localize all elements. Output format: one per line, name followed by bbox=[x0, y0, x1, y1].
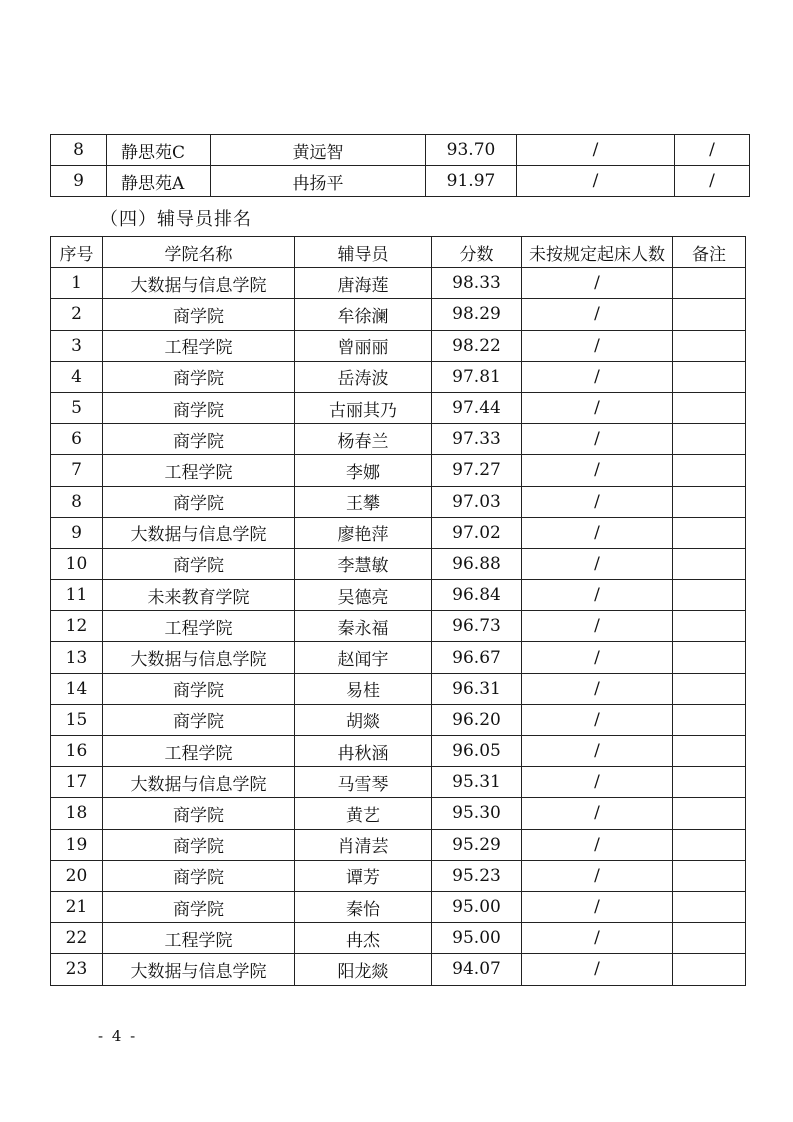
cell-not-up: / bbox=[522, 392, 673, 423]
header-remark: 备注 bbox=[673, 237, 746, 268]
cell-not-up: / bbox=[522, 611, 673, 642]
cell-score: 96.84 bbox=[432, 580, 522, 611]
cell-counselor: 阳龙燚 bbox=[295, 954, 432, 985]
table-row bbox=[51, 860, 746, 891]
cell-college: 商学院 bbox=[103, 361, 295, 392]
cell-no: 10 bbox=[51, 548, 103, 579]
cell-not-up: / bbox=[522, 736, 673, 767]
cell-remark bbox=[673, 673, 746, 704]
cell-no: 6 bbox=[51, 424, 103, 455]
cell-not-up: / bbox=[522, 798, 673, 829]
cell-remark bbox=[673, 299, 746, 330]
cell-college: 商学院 bbox=[103, 798, 295, 829]
cell-not-up: / bbox=[522, 455, 673, 486]
table-row bbox=[51, 923, 746, 954]
dormitory-ranking-table-continued bbox=[50, 134, 750, 197]
cell-score: 96.20 bbox=[432, 704, 522, 735]
cell-score: 95.00 bbox=[432, 923, 522, 954]
cell-remark bbox=[673, 517, 746, 548]
table-row bbox=[51, 704, 746, 735]
table-row bbox=[51, 798, 746, 829]
table-row bbox=[51, 767, 746, 798]
cell-remark bbox=[673, 455, 746, 486]
cell-college: 商学院 bbox=[103, 891, 295, 922]
cell-remark bbox=[673, 923, 746, 954]
cell-not-up: / bbox=[522, 704, 673, 735]
table-row bbox=[51, 268, 746, 299]
header-not-up: 未按规定起床人数 bbox=[522, 237, 673, 268]
cell-college: 工程学院 bbox=[103, 611, 295, 642]
cell-counselor: 黄艺 bbox=[295, 798, 432, 829]
table-row bbox=[51, 580, 746, 611]
table-row bbox=[51, 642, 746, 673]
cell-remark bbox=[673, 767, 746, 798]
cell-not-up: / bbox=[522, 673, 673, 704]
cell-no: 12 bbox=[51, 611, 103, 642]
table-row bbox=[51, 673, 746, 704]
cell-no: 9 bbox=[51, 166, 107, 197]
table-row bbox=[51, 135, 750, 166]
cell-college: 工程学院 bbox=[103, 330, 295, 361]
cell-college: 商学院 bbox=[103, 486, 295, 517]
table-row bbox=[51, 829, 746, 860]
cell-remark bbox=[673, 611, 746, 642]
cell-college: 商学院 bbox=[103, 299, 295, 330]
header-college: 学院名称 bbox=[103, 237, 295, 268]
table-row bbox=[51, 361, 746, 392]
table-row bbox=[51, 424, 746, 455]
header-counselor: 辅导员 bbox=[295, 237, 432, 268]
cell-not-up: / bbox=[522, 548, 673, 579]
cell-counselor: 肖清芸 bbox=[295, 829, 432, 860]
cell-no: 11 bbox=[51, 580, 103, 611]
cell-counselor: 秦永福 bbox=[295, 611, 432, 642]
cell-score: 97.03 bbox=[432, 486, 522, 517]
cell-not-up: / bbox=[522, 299, 673, 330]
cell-counselor: 李娜 bbox=[295, 455, 432, 486]
cell-remark bbox=[673, 798, 746, 829]
cell-remark bbox=[673, 330, 746, 361]
cell-counselor: 冉秋涵 bbox=[295, 736, 432, 767]
cell-not-up: / bbox=[522, 580, 673, 611]
cell-score: 98.29 bbox=[432, 299, 522, 330]
cell-score: 98.22 bbox=[432, 330, 522, 361]
cell-college: 工程学院 bbox=[103, 736, 295, 767]
cell-counselor: 胡燚 bbox=[295, 704, 432, 735]
cell-no: 1 bbox=[51, 268, 103, 299]
cell-no: 13 bbox=[51, 642, 103, 673]
cell-college: 商学院 bbox=[103, 704, 295, 735]
cell-not-up: / bbox=[522, 829, 673, 860]
cell-score: 97.02 bbox=[432, 517, 522, 548]
cell-college: 商学院 bbox=[103, 392, 295, 423]
cell-not-up: / bbox=[522, 424, 673, 455]
cell-college: 大数据与信息学院 bbox=[103, 954, 295, 985]
cell-not-up: / bbox=[522, 767, 673, 798]
cell-remark bbox=[673, 642, 746, 673]
table-row bbox=[51, 166, 750, 197]
cell-not-up: / bbox=[522, 954, 673, 985]
page-number: - 4 - bbox=[98, 1027, 138, 1045]
cell-not-up: / bbox=[522, 923, 673, 954]
cell-no: 5 bbox=[51, 392, 103, 423]
cell-dorm: 静思苑C bbox=[107, 135, 211, 166]
table-row bbox=[51, 517, 746, 548]
cell-counselor: 谭芳 bbox=[295, 860, 432, 891]
table-row bbox=[51, 486, 746, 517]
section-heading: （四）辅导员排名 bbox=[100, 209, 252, 230]
cell-not-up: / bbox=[522, 330, 673, 361]
cell-remark bbox=[673, 486, 746, 517]
cell-remark bbox=[673, 891, 746, 922]
cell-score: 91.97 bbox=[426, 166, 517, 197]
cell-counselor: 秦怡 bbox=[295, 891, 432, 922]
table-row bbox=[51, 611, 746, 642]
table-row bbox=[51, 299, 746, 330]
cell-remark bbox=[673, 704, 746, 735]
cell-no: 15 bbox=[51, 704, 103, 735]
cell-not-up: / bbox=[522, 642, 673, 673]
cell-score: 95.00 bbox=[432, 891, 522, 922]
cell-counselor: 岳涛波 bbox=[295, 361, 432, 392]
cell-score: 96.88 bbox=[432, 548, 522, 579]
cell-college: 大数据与信息学院 bbox=[103, 767, 295, 798]
cell-counselor: 古丽其乃 bbox=[295, 392, 432, 423]
cell-no: 23 bbox=[51, 954, 103, 985]
cell-college: 工程学院 bbox=[103, 455, 295, 486]
cell-remark bbox=[673, 954, 746, 985]
table-row bbox=[51, 392, 746, 423]
cell-not-up: / bbox=[522, 517, 673, 548]
cell-not-up: / bbox=[522, 361, 673, 392]
cell-c2: / bbox=[675, 135, 750, 166]
cell-no: 18 bbox=[51, 798, 103, 829]
cell-score: 97.44 bbox=[432, 392, 522, 423]
cell-score: 96.67 bbox=[432, 642, 522, 673]
cell-college: 大数据与信息学院 bbox=[103, 517, 295, 548]
cell-no: 2 bbox=[51, 299, 103, 330]
cell-remark bbox=[673, 392, 746, 423]
cell-college: 商学院 bbox=[103, 424, 295, 455]
cell-counselor: 易桂 bbox=[295, 673, 432, 704]
cell-not-up: / bbox=[522, 268, 673, 299]
cell-score: 97.81 bbox=[432, 361, 522, 392]
cell-counselor: 牟徐澜 bbox=[295, 299, 432, 330]
cell-counselor: 杨春兰 bbox=[295, 424, 432, 455]
cell-no: 22 bbox=[51, 923, 103, 954]
cell-no: 21 bbox=[51, 891, 103, 922]
cell-counselor: 赵闻宇 bbox=[295, 642, 432, 673]
cell-college: 商学院 bbox=[103, 829, 295, 860]
cell-remark bbox=[673, 580, 746, 611]
cell-no: 9 bbox=[51, 517, 103, 548]
cell-college: 未来教育学院 bbox=[103, 580, 295, 611]
table-row bbox=[51, 954, 746, 985]
cell-remark bbox=[673, 424, 746, 455]
cell-no: 14 bbox=[51, 673, 103, 704]
cell-college: 大数据与信息学院 bbox=[103, 642, 295, 673]
cell-c1: / bbox=[517, 135, 675, 166]
cell-counselor: 唐海莲 bbox=[295, 268, 432, 299]
cell-counselor: 王攀 bbox=[295, 486, 432, 517]
cell-score: 97.33 bbox=[432, 424, 522, 455]
cell-score: 95.29 bbox=[432, 829, 522, 860]
cell-no: 19 bbox=[51, 829, 103, 860]
cell-not-up: / bbox=[522, 891, 673, 922]
cell-score: 97.27 bbox=[432, 455, 522, 486]
cell-college: 商学院 bbox=[103, 673, 295, 704]
cell-counselor: 廖艳萍 bbox=[295, 517, 432, 548]
cell-no: 16 bbox=[51, 736, 103, 767]
cell-not-up: / bbox=[522, 486, 673, 517]
header-no: 序号 bbox=[51, 237, 103, 268]
cell-no: 17 bbox=[51, 767, 103, 798]
cell-remark bbox=[673, 268, 746, 299]
cell-remark bbox=[673, 860, 746, 891]
cell-no: 4 bbox=[51, 361, 103, 392]
cell-name: 黄远智 bbox=[211, 135, 426, 166]
cell-score: 93.70 bbox=[426, 135, 517, 166]
cell-no: 8 bbox=[51, 486, 103, 517]
cell-score: 96.05 bbox=[432, 736, 522, 767]
cell-score: 96.73 bbox=[432, 611, 522, 642]
table-row bbox=[51, 548, 746, 579]
cell-no: 8 bbox=[51, 135, 107, 166]
cell-remark bbox=[673, 736, 746, 767]
cell-score: 95.23 bbox=[432, 860, 522, 891]
table-header-row bbox=[51, 237, 746, 268]
cell-remark bbox=[673, 829, 746, 860]
table-row bbox=[51, 891, 746, 922]
cell-score: 95.31 bbox=[432, 767, 522, 798]
cell-college: 工程学院 bbox=[103, 923, 295, 954]
header-score: 分数 bbox=[432, 237, 522, 268]
cell-score: 98.33 bbox=[432, 268, 522, 299]
cell-college: 大数据与信息学院 bbox=[103, 268, 295, 299]
cell-college: 商学院 bbox=[103, 860, 295, 891]
cell-score: 96.31 bbox=[432, 673, 522, 704]
cell-counselor: 冉杰 bbox=[295, 923, 432, 954]
cell-remark bbox=[673, 361, 746, 392]
table-row bbox=[51, 455, 746, 486]
cell-c2: / bbox=[675, 166, 750, 197]
cell-name: 冉扬平 bbox=[211, 166, 426, 197]
cell-counselor: 曾丽丽 bbox=[295, 330, 432, 361]
cell-no: 3 bbox=[51, 330, 103, 361]
table-row bbox=[51, 330, 746, 361]
cell-no: 20 bbox=[51, 860, 103, 891]
cell-c1: / bbox=[517, 166, 675, 197]
counselor-ranking-table bbox=[50, 236, 746, 986]
cell-counselor: 吴德亮 bbox=[295, 580, 432, 611]
table-row bbox=[51, 736, 746, 767]
cell-counselor: 李慧敏 bbox=[295, 548, 432, 579]
cell-no: 7 bbox=[51, 455, 103, 486]
cell-remark bbox=[673, 548, 746, 579]
cell-not-up: / bbox=[522, 860, 673, 891]
cell-score: 94.07 bbox=[432, 954, 522, 985]
cell-college: 商学院 bbox=[103, 548, 295, 579]
cell-score: 95.30 bbox=[432, 798, 522, 829]
cell-counselor: 马雪琴 bbox=[295, 767, 432, 798]
cell-dorm: 静思苑A bbox=[107, 166, 211, 197]
